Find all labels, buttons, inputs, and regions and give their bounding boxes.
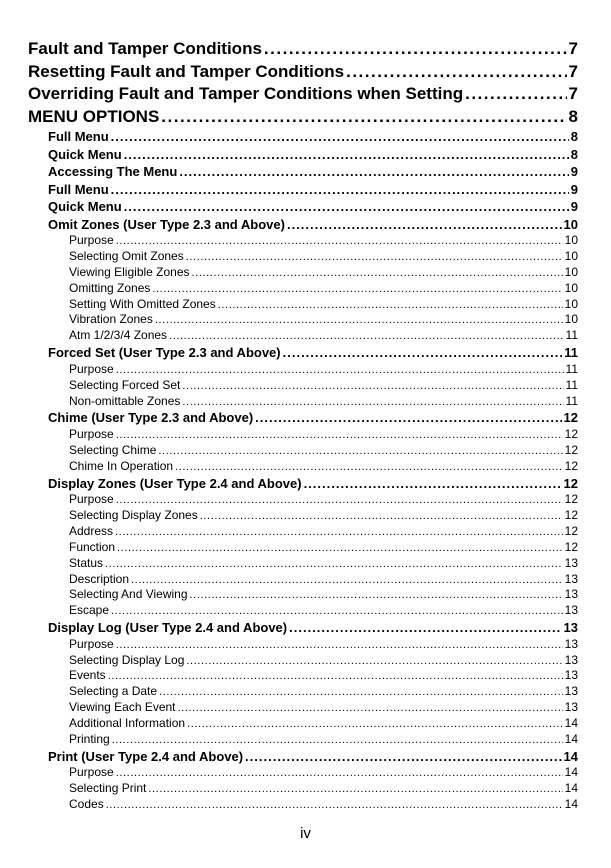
toc-entry-page-number: 13 <box>564 555 578 570</box>
toc-entry-page-number: 9 <box>570 199 578 214</box>
dot-leader <box>112 733 563 748</box>
toc-entry-page-number: 12 <box>564 539 578 554</box>
dot-leader <box>218 298 563 313</box>
dot-leader <box>175 460 563 475</box>
toc-entry-title: Selecting Print <box>69 781 147 796</box>
toc-entry-title: Accessing The Menu <box>48 164 178 179</box>
toc-entry-page-number: 14 <box>564 732 578 747</box>
dot-leader <box>105 557 563 572</box>
toc-entry[interactable] <box>28 249 578 265</box>
toc-entry[interactable] <box>28 781 578 797</box>
dot-leader <box>108 669 563 684</box>
toc-entry-page-number: 12 <box>563 475 578 491</box>
toc-entry[interactable] <box>28 328 578 344</box>
toc-entry[interactable] <box>28 394 578 410</box>
toc-entry[interactable] <box>28 312 578 328</box>
dot-leader <box>117 541 563 556</box>
toc-entry[interactable] <box>28 198 578 216</box>
toc-entry-page-number: 13 <box>564 636 578 651</box>
dot-leader <box>190 588 563 603</box>
dot-leader <box>182 395 563 410</box>
toc-entry[interactable] <box>28 700 578 716</box>
toc-entry-page-number: 14 <box>563 748 578 764</box>
toc-entry-title: Selecting Omit Zones <box>69 248 184 263</box>
toc-entry-page-number: 7 <box>568 39 578 58</box>
toc-entry-title: Function <box>69 539 116 554</box>
toc-entry-title: Print (User Type 2.4 and Above) <box>48 748 244 764</box>
dot-leader <box>116 638 563 653</box>
toc-entry-title: Omit Zones (User Type 2.3 and Above) <box>48 216 285 232</box>
toc-entry-title: Display Zones (User Type 2.4 and Above) <box>48 475 302 491</box>
toc-entry-page-number: 13 <box>564 668 578 683</box>
toc-entry-page-number: 14 <box>564 797 578 812</box>
toc-entry-page-number: 13 <box>564 652 578 667</box>
toc-entry-page-number: 13 <box>563 620 578 636</box>
toc-entry[interactable] <box>28 265 578 281</box>
toc-entry-page-number: 14 <box>564 716 578 731</box>
dot-leader <box>148 782 562 797</box>
toc-entry[interactable] <box>28 619 578 637</box>
toc-entry[interactable] <box>28 653 578 669</box>
dot-leader <box>186 250 563 265</box>
dot-leader <box>131 573 563 588</box>
toc-entry[interactable] <box>28 797 578 813</box>
toc-entry-page-number: 13 <box>564 684 578 699</box>
toc-entry[interactable] <box>28 281 578 297</box>
dot-leader <box>111 604 563 619</box>
toc-entry-title: Selecting Display Zones <box>69 507 198 522</box>
dot-leader <box>346 61 566 84</box>
dot-leader <box>116 428 563 443</box>
page-number: iv <box>300 825 311 842</box>
toc-entry-page-number: 12 <box>564 458 578 473</box>
toc-entry[interactable] <box>28 38 578 61</box>
dot-leader <box>155 313 563 328</box>
dot-leader <box>116 766 563 781</box>
toc-entry-title: Purpose <box>69 492 114 507</box>
dot-leader <box>255 409 561 427</box>
toc-entry-page-number: 8 <box>568 106 578 126</box>
toc-entry-title: Purpose <box>69 361 114 376</box>
toc-entry[interactable] <box>28 540 578 556</box>
toc-entry-title: Overriding Fault and Tamper Conditions when Setting <box>28 84 464 103</box>
toc-entry[interactable] <box>28 409 578 427</box>
toc-entry[interactable] <box>28 556 578 572</box>
toc-entry-title: Fault and Tamper Conditions <box>28 39 262 58</box>
toc-entry-page-number: 11 <box>565 393 578 408</box>
toc-entry[interactable] <box>28 716 578 732</box>
dot-leader <box>179 163 568 181</box>
toc-entry[interactable] <box>28 378 578 394</box>
toc-entry-page-number: 11 <box>565 328 578 343</box>
dot-leader <box>152 282 562 297</box>
toc-entry[interactable] <box>28 344 578 362</box>
toc-entry-page-number: 13 <box>564 700 578 715</box>
toc-entry-page-number: 13 <box>564 587 578 602</box>
toc-entry-page-number: 12 <box>564 492 578 507</box>
toc-entry-title: Status <box>69 555 104 570</box>
toc-entry-page-number: 11 <box>564 345 578 361</box>
table-of-contents <box>28 38 578 813</box>
toc-entry[interactable] <box>28 765 578 781</box>
toc-entry-title: Full Menu <box>48 181 109 197</box>
toc-entry-title: Display Log (User Type 2.4 and Above) <box>48 620 288 636</box>
toc-entry[interactable] <box>28 475 578 493</box>
toc-entry-title: Vibration Zones <box>69 312 153 327</box>
toc-entry-title: Events <box>69 668 106 683</box>
toc-entry[interactable] <box>28 106 578 129</box>
toc-entry-title: Viewing Each Event <box>69 700 176 715</box>
dot-leader <box>111 128 569 146</box>
toc-entry-title: Full Menu <box>48 129 109 144</box>
toc-entry-title: Atm 1/2/3/4 Zones <box>69 328 168 343</box>
toc-entry-page-number: 9 <box>570 181 578 197</box>
toc-entry[interactable] <box>28 61 578 84</box>
dot-leader <box>192 266 563 281</box>
toc-entry-page-number: 11 <box>565 361 578 376</box>
dot-leader <box>116 363 564 378</box>
toc-entry[interactable] <box>28 587 578 603</box>
dot-leader <box>124 146 569 164</box>
toc-entry-title: Quick Menu <box>48 199 122 214</box>
toc-entry[interactable] <box>28 492 578 508</box>
dot-leader <box>111 181 569 199</box>
toc-entry[interactable] <box>28 427 578 443</box>
toc-entry-page-number: 13 <box>564 571 578 586</box>
toc-entry[interactable] <box>28 128 578 146</box>
toc-entry[interactable] <box>28 524 578 540</box>
toc-entry-page-number: 14 <box>564 781 578 796</box>
toc-entry-page-number: 12 <box>564 442 578 457</box>
toc-entry-title: Forced Set (User Type 2.3 and Above) <box>48 345 281 361</box>
toc-entry[interactable] <box>28 668 578 684</box>
toc-entry[interactable] <box>28 732 578 748</box>
toc-entry-title: Omitting Zones <box>69 280 151 295</box>
toc-entry-title: Viewing Eligible Zones <box>69 264 190 279</box>
toc-entry-title: Selecting Forced Set <box>69 377 181 392</box>
toc-entry-page-number: 10 <box>563 216 578 232</box>
toc-entry-page-number: 12 <box>564 507 578 522</box>
toc-entry[interactable] <box>28 216 578 234</box>
dot-leader <box>186 654 562 669</box>
toc-entry[interactable] <box>28 748 578 766</box>
toc-entry-title: Chime (User Type 2.3 and Above) <box>48 410 254 426</box>
toc-entry-page-number: 12 <box>564 523 578 538</box>
dot-leader <box>264 38 567 61</box>
toc-entry-title: Purpose <box>69 426 114 441</box>
toc-entry-title: Purpose <box>69 636 114 651</box>
dot-leader <box>169 329 563 344</box>
toc-entry[interactable] <box>28 572 578 588</box>
toc-entry[interactable] <box>28 181 578 199</box>
toc-entry[interactable] <box>28 637 578 653</box>
toc-entry-page-number: 11 <box>565 377 578 392</box>
dot-leader <box>289 619 561 637</box>
toc-entry-page-number: 10 <box>564 233 578 247</box>
toc-entry-page-number: 10 <box>564 312 578 327</box>
toc-entry-title: Setting With Omitted Zones <box>69 296 216 311</box>
toc-entry-page-number: 10 <box>564 280 578 295</box>
toc-entry-page-number: 10 <box>564 264 578 279</box>
dot-leader <box>287 216 562 234</box>
toc-entry-page-number: 14 <box>564 765 578 780</box>
toc-entry-title: Purpose <box>69 233 114 247</box>
dot-leader <box>115 525 563 540</box>
toc-entry-title: Quick Menu <box>48 146 122 162</box>
toc-entry[interactable] <box>28 362 578 378</box>
toc-entry-title: Selecting Chime <box>69 442 157 457</box>
toc-entry-title: Codes <box>69 797 104 812</box>
toc-entry-title: Selecting a Date <box>69 684 158 699</box>
toc-entry-title: Non-omittable Zones <box>69 393 181 408</box>
dot-leader <box>106 798 563 813</box>
toc-entry-title: Escape <box>69 603 110 618</box>
dot-leader <box>187 717 563 732</box>
dot-leader <box>161 106 566 129</box>
dot-leader <box>116 234 563 249</box>
toc-entry-page-number: 8 <box>570 129 578 144</box>
toc-entry[interactable] <box>28 83 578 106</box>
toc-entry-page-number: 10 <box>564 248 578 263</box>
toc-entry[interactable] <box>28 684 578 700</box>
toc-entry[interactable] <box>28 459 578 475</box>
toc-entry-page-number: 10 <box>564 296 578 311</box>
dot-leader <box>245 748 561 766</box>
toc-entry-page-number: 13 <box>564 603 578 618</box>
toc-entry-title: Address <box>69 523 114 538</box>
dot-leader <box>158 444 562 459</box>
toc-entry[interactable] <box>28 603 578 619</box>
dot-leader <box>200 509 563 524</box>
toc-entry-title: Chime In Operation <box>69 458 174 473</box>
toc-entry-page-number: 8 <box>570 146 578 162</box>
toc-entry[interactable] <box>28 508 578 524</box>
dot-leader <box>465 83 566 106</box>
toc-entry[interactable] <box>28 163 578 181</box>
toc-entry-page-number: 12 <box>564 426 578 441</box>
toc-entry-page-number: 7 <box>568 61 578 81</box>
toc-entry[interactable] <box>28 443 578 459</box>
toc-entry-page-number: 7 <box>568 84 578 103</box>
dot-leader <box>124 198 569 216</box>
toc-entry-title: Purpose <box>69 765 114 780</box>
toc-entry-title: Additional Information <box>69 716 186 731</box>
dot-leader <box>159 685 563 700</box>
dot-leader <box>116 493 563 508</box>
toc-entry-title: Selecting Display Log <box>69 652 185 667</box>
dot-leader <box>182 379 563 394</box>
dot-leader <box>304 475 562 493</box>
dot-leader <box>178 701 563 716</box>
toc-entry-title: Selecting And Viewing <box>69 587 188 602</box>
toc-entry[interactable] <box>28 233 578 249</box>
toc-entry-title: Printing <box>69 732 110 747</box>
toc-entry-title: MENU OPTIONS <box>28 106 160 126</box>
toc-entry[interactable] <box>28 297 578 313</box>
toc-entry-page-number: 9 <box>570 164 578 179</box>
dot-leader <box>283 344 563 362</box>
toc-entry-title: Resetting Fault and Tamper Conditions <box>28 61 345 81</box>
toc-entry-page-number: 12 <box>563 410 578 426</box>
toc-entry[interactable] <box>28 146 578 164</box>
toc-entry-title: Description <box>69 571 130 586</box>
